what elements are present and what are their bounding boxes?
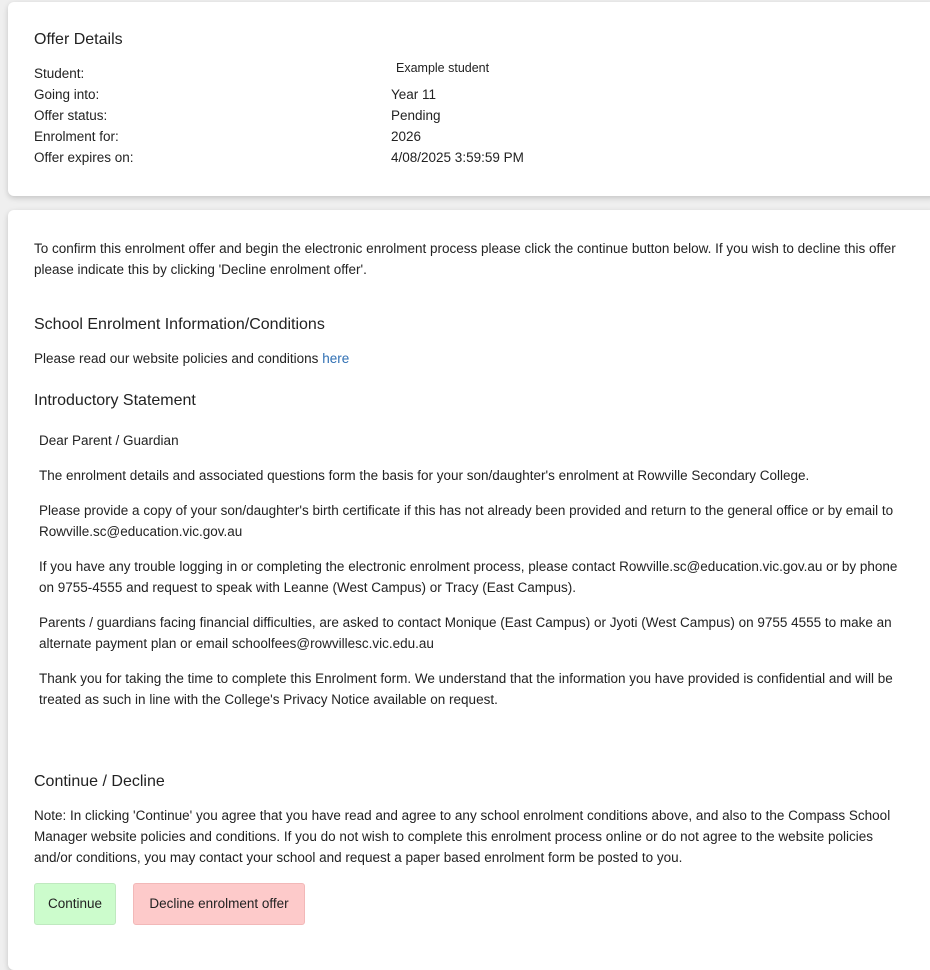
statement-paragraph: If you have any trouble logging in or completing the electronic enrolment process, please contact Rowville.sc@education.vic.gov.au or by phone on 9755-4555 and request to speak with Leanne (West Campus) or Tracy (East Campus). [39,559,898,595]
enrolment-card [8,210,930,970]
statement-paragraph: Parents / guardians facing financial difficulties, are asked to contact Monique (East Campus) or Jyoti (West Campus) on 9755 4555 to make an alternate payment plan or email schoolfees@rowvillesc.vic.edu.au [39,615,892,651]
continue-button[interactable]: Continue [34,883,116,925]
detail-value: Pending [391,108,441,123]
statement-heading: Introductory Statement [34,392,196,409]
intro-text: To confirm this enrolment offer and begin the electronic enrolment process please click the continue button below. If you wish to decline this offer please indicate this by clicking 'Decline enrolment offer'. [34,241,896,277]
statement-paragraph: Please provide a copy of your son/daughter's birth certificate if this has not already been provided and return to the general office or by email to Rowville.sc@education.vic.gov.au [39,503,894,539]
conditions-text-label: Please read our website policies and conditions [34,351,323,366]
detail-label: Offer expires on: [34,150,134,165]
detail-label: Enrolment for: [34,129,119,144]
detail-value: 2026 [391,129,422,144]
continue-decline-heading: Continue / Decline [34,773,165,790]
conditions-link[interactable]: here [322,351,350,366]
statement-paragraph: Thank you for taking the time to complete this Enrolment form. We understand that the information you have provided is confidential and will be treated as such in line with the College's Privacy Notice available on request. [39,671,893,707]
detail-label: Student: [34,66,85,81]
statement-paragraph: The enrolment details and associated questions form the basis for your son/daughter's enrolment at Rowville Secondary College. [39,468,810,483]
detail-label: Going into: [34,87,100,102]
detail-value: Example student [396,61,490,75]
conditions-text [34,348,904,369]
conditions-heading: School Enrolment Information/Conditions [34,316,325,333]
note-text: Note: In clicking 'Continue' you agree that you have read and agree to any school enrolment conditions above, and also to the Compass School Manager website policies and conditions. If you do not wish to complete this enrolment process online or do not agree to the website policies and/or conditions, you may contact your school and request a paper based enrolment form be posted to you. [34,808,891,865]
decline-offer-button[interactable]: Decline enrolment offer [133,883,305,925]
detail-value: Year 11 [391,87,437,102]
detail-label: Offer status: [34,108,108,123]
offer-details-card [8,2,930,196]
detail-value: 4/08/2025 3:59:59 PM [391,150,524,165]
offer-details-title: Offer Details [34,31,123,48]
statement-greeting: Dear Parent / Guardian [39,433,179,448]
